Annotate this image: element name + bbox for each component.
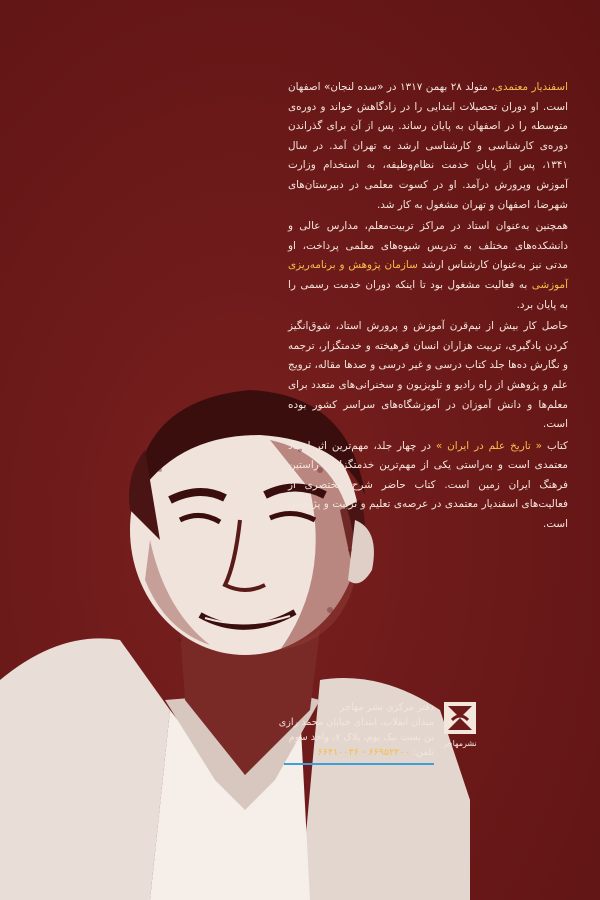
publisher-address-line-1: میدان انقلاب، ابتدای خیابان محمد رازی (278, 717, 434, 728)
divider-line (284, 763, 434, 765)
author-biography (288, 78, 568, 537)
organization-name: سازمان پژوهش و برنامه‌ریزی آموزشی (288, 259, 568, 291)
svg-text:نشرمهاجر: نشرمهاجر (443, 739, 477, 748)
bio-paragraph-3: حاصل کار بیش از نیم‌قرن آموزش و پرورش استاد، شوق‌انگیز کردن یادگیری، تربیت هزاران انسان فرهیخته و خدمتگزار، ترجمه و نگارش ده‌ها جلد کتاب درسی و غیر درسی و صدها مقاله، ترویج علم و پژوهش از راه رادیو و تلویزیون و سخنرانی‌های متعدد برای معلم‌ها و دانش آموزان در آموزشگاه‌های سراسر کشور بوده است. (288, 320, 568, 431)
publisher-logo-icon (440, 698, 480, 750)
bio-p4-text-a: کتاب (542, 439, 568, 452)
bio-paragraph-4 (288, 437, 568, 535)
bio-p4-text-b: در چهار جلد، مهم‌ترین اثر استاد معتمدی است و به‌راستی یکی از مهم‌ترین خدمتگزاران راستین فرهنگ ایران زمین است. کتاب حاضر شرح مختصری از فعالیت‌های اسفندیار معتمدی در عرصه‌ی تعلیم و تربیت و پژوهش است. (288, 439, 568, 531)
publisher-phone-line (224, 745, 434, 760)
phone-label: تلفن: (412, 747, 434, 758)
bio-p2-text-a: همچنین به‌عنوان استاد در مراکز تربیت‌معلم، مدارس عالی و دانشکده‌های مختلف به تدریس شیوه‌های معلمی پرداخت، او مدتی نیز به‌عنوان کارشناس ارشد (288, 220, 568, 272)
publisher-info (224, 700, 434, 765)
bio-paragraph-1 (288, 78, 568, 215)
book-title: « تاریخ علم در ایران » (435, 439, 543, 452)
author-name: اسفندیار معتمدی (494, 81, 568, 93)
phone-numbers: ۶۶۹۵۲۲۰۰ - ۶۶۴۱۰۰۳۶ (317, 747, 410, 758)
bio-paragraph-2 (288, 217, 568, 315)
bio-p2-text-b: به فعالیت مشغول بود تا اینکه دوران خدمت رسمی را به پایان برد. (288, 278, 568, 311)
bio-p1-text: ، متولد ۲۸ بهمن ۱۳۱۷ در «سده لنجان» اصفهان است. او دوران تحصیلات ابتدایی را در زادگاهش خواند و دوره‌ی متوسطه را در اصفهان به پایان رساند. پس از آن برای گذراندن دوره‌ی کارشناسی و کارشناسی ارشد به تهران آمد. در سال ۱۳۴۱، پس از پایان خدمت نظام‌وظیفه، به استخدام وزارت آموزش وپرورش درآمد. او در کسوت معلمی در دبیرستان‌های شهرضا، اصفهان و تهران مشغول به کار شد. (288, 81, 568, 211)
publisher-address-line-2: بن بست نیک بوم، پلاک ۷، واحد سوم (288, 732, 434, 743)
publisher-office: دفتر مرکزی نشر مهاجر (339, 702, 434, 713)
